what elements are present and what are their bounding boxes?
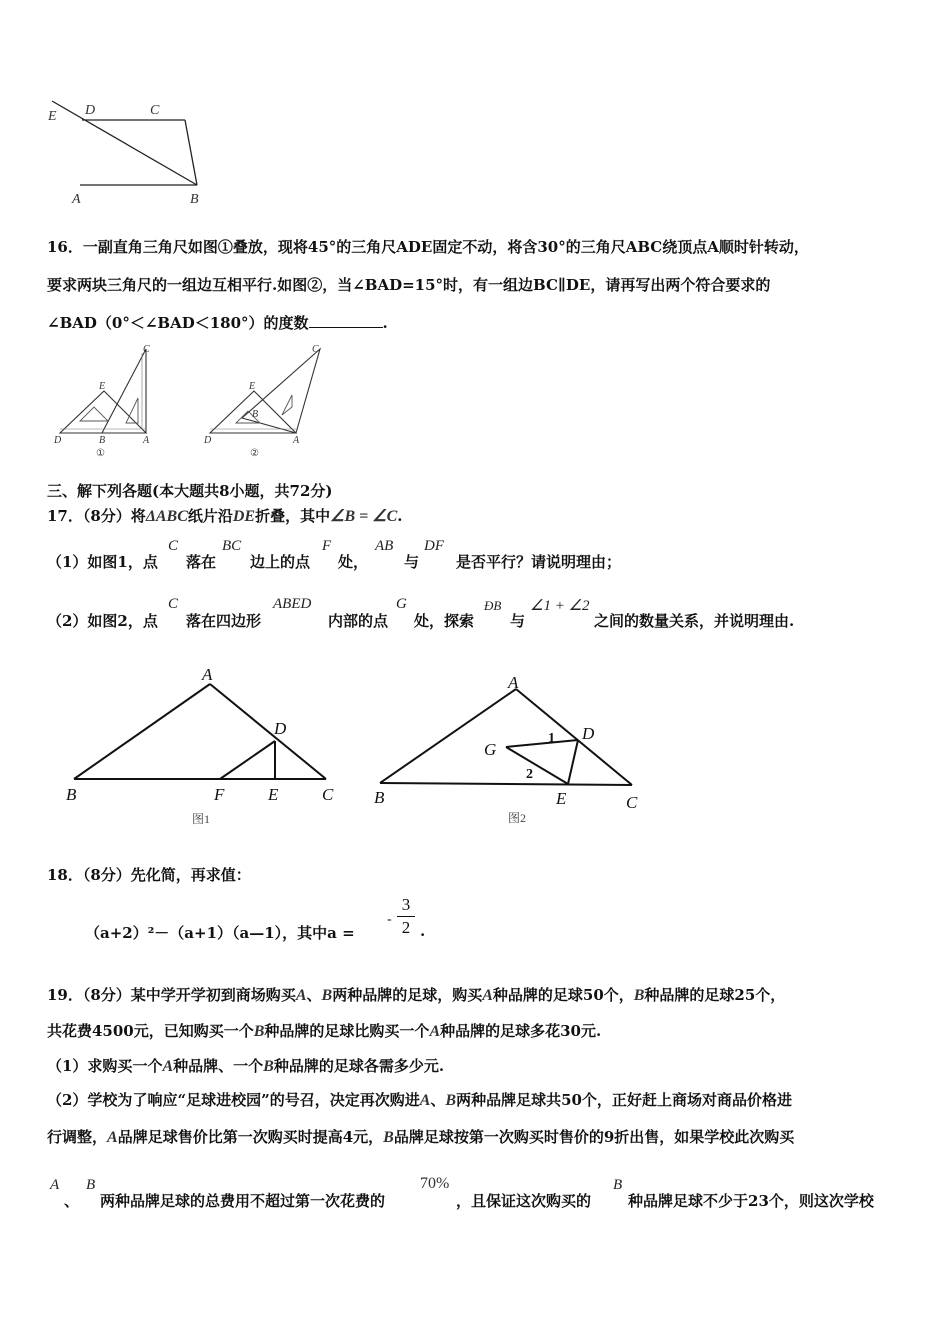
math-b: B	[253, 1023, 265, 1040]
figure-q16-2	[200, 343, 330, 461]
label-C: C	[312, 344, 319, 355]
q16-line3	[47, 312, 388, 333]
q17-p1-d: 处，	[338, 553, 369, 571]
math-b: B	[263, 1058, 274, 1075]
q17-p2-b: 落在四边形	[186, 612, 262, 630]
label-B: B	[190, 192, 199, 207]
math-70-percent: 70%	[420, 1175, 450, 1192]
math-abed: ABED	[273, 596, 312, 612]
q19-l1-e: 种品牌的足球25个，	[644, 986, 786, 1004]
q17-p2-a: （2）如图2，点	[47, 612, 158, 630]
minus-sign: -	[387, 912, 392, 927]
label-D: D	[582, 724, 595, 743]
section-3-heading: 三、解下列各题(本大题共8小题，共72分)	[47, 482, 333, 500]
fraction-denominator: 2	[401, 918, 411, 937]
figure-q17-1	[60, 660, 350, 830]
q19-l1-c: 两种品牌的足球，购买	[332, 986, 483, 1004]
caption-1: ①	[96, 448, 105, 459]
q17-text-c: 折叠，其中	[255, 507, 331, 525]
q19-line4	[47, 1089, 792, 1110]
answer-blank	[309, 313, 383, 328]
q17-text-d: .	[397, 507, 403, 525]
math-b: B	[321, 987, 333, 1004]
q19-l5-a: 行调整，	[47, 1128, 108, 1146]
q19-l4-b: 、	[430, 1091, 446, 1109]
q17-text-a: 17．（8分）将	[47, 507, 146, 525]
fraction-numerator: 3	[401, 895, 411, 914]
label-B: B	[252, 409, 259, 420]
math-b: B	[383, 1129, 394, 1146]
q19-l4-a: （2）学校为了响应“足球进校园”的号召，决定再次购进	[47, 1091, 420, 1109]
label-E: E	[249, 381, 256, 392]
label-E: E	[268, 785, 279, 804]
math-a: A	[419, 1092, 431, 1109]
angle-1: 1	[548, 731, 555, 746]
q19-line2	[47, 1020, 601, 1041]
math-triangle-abc: ΔABC	[145, 508, 188, 525]
q19-l3-a: （1）求购买一个	[47, 1057, 163, 1075]
math-b: B	[86, 1177, 96, 1193]
label-C: C	[143, 344, 150, 355]
q19-l2-b: 种品牌的足球比购买一个	[264, 1022, 430, 1040]
q19-line3	[47, 1055, 444, 1076]
q17-p1-e: 与	[404, 553, 420, 571]
label-C: C	[322, 785, 334, 804]
math-a: A	[162, 1058, 174, 1075]
label-B: B	[66, 785, 77, 804]
q19-line5	[47, 1126, 794, 1147]
figure-q16-1	[50, 343, 160, 461]
label-E: E	[48, 109, 57, 124]
math-a: A	[429, 1023, 441, 1040]
q19-l2-c: 种品牌的足球多花30元.	[440, 1022, 602, 1040]
q19-l3-b: 种品牌、一个	[173, 1057, 264, 1075]
q19-l6-b: 两种品牌足球的总费用不超过第一次花费的	[100, 1192, 386, 1210]
q19-l1-b: 、	[306, 986, 322, 1004]
label-A: A	[72, 192, 81, 207]
figure-q17-2	[370, 670, 650, 830]
math-a: A	[295, 987, 307, 1004]
math-angle-eq: ∠B = ∠C	[330, 508, 398, 525]
q18-stem: 18．（8分）先化简，再求值：	[47, 866, 251, 884]
figure-q15	[40, 95, 220, 210]
q19-l1-d: 种品牌的足球50个，	[492, 986, 634, 1004]
label-F: F	[214, 785, 225, 804]
math-a: A	[107, 1129, 118, 1146]
q19-l6-c: ，且保证这次购买的	[456, 1192, 592, 1210]
q17-p2-c: 内部的点	[328, 612, 389, 630]
label-D: D	[274, 719, 287, 738]
q17-p2-f: 之间的数量关系，并说明理由.	[594, 612, 795, 630]
label-E: E	[556, 789, 567, 808]
math-b: B	[445, 1092, 457, 1109]
math-angle-sum: ∠1 + ∠2	[530, 598, 590, 614]
q17-p1-a: （1）如图1，点	[47, 553, 158, 571]
label-D: D	[54, 435, 62, 446]
q19-l6-d: 种品牌足球不少于23个，则这次学校	[628, 1192, 874, 1210]
label-D: D	[85, 103, 96, 118]
label-A: A	[293, 435, 300, 446]
q17-p1-f: 是否平行？请说明理由；	[456, 553, 622, 571]
math-c: C	[168, 538, 179, 554]
q19-l4-c: 两种品牌足球共50个，正好赶上商场对商品价格进	[456, 1091, 792, 1109]
q19-l5-b: 品牌足球售价比第一次购买时提高4元，	[117, 1128, 384, 1146]
math-g: G	[396, 596, 407, 612]
q17-p1-b: 落在	[186, 553, 217, 571]
label-D: D	[204, 435, 212, 446]
q18-end: .	[420, 922, 426, 940]
math-b: B	[633, 987, 645, 1004]
q16-line1: 16．一副直角三角尺如图①叠放，现将45°的三角尺ADE固定不动，将含30°的三角尺ABC绕顶点A顺时针转动，	[47, 238, 809, 256]
label-E: E	[99, 381, 106, 392]
label-B: B	[99, 435, 106, 446]
math-f: F	[322, 538, 332, 554]
label-A: A	[143, 435, 150, 446]
label-A: A	[508, 673, 519, 692]
q19-l6-a: 、	[64, 1192, 80, 1210]
math-a: A	[50, 1177, 60, 1193]
math-angle-b: ÐB	[484, 598, 502, 613]
q19-l1-a: 19．（8分）某中学开学初到商场购买	[47, 986, 296, 1004]
q17-text-b: 纸片沿	[187, 507, 233, 525]
q19-l2-a: 共花费4500元，已知购买一个	[47, 1022, 254, 1040]
q17-stem	[47, 505, 403, 526]
math-bc: BC	[222, 538, 242, 554]
math-ab: AB	[375, 538, 394, 554]
math-c: C	[168, 596, 179, 612]
q19-l5-c: 品牌足球按第一次购买时售价的9折出售，如果学校此次购买	[393, 1128, 795, 1146]
q17-p2-e: 与	[510, 612, 526, 630]
q17-p2-d: 处，探索	[414, 612, 475, 630]
q18-expression: （a+2）²－（a+1）（a—1），其中a =	[85, 924, 355, 942]
label-B: B	[374, 788, 385, 807]
caption-fig1: 图1	[192, 812, 211, 826]
math-df: DF	[424, 538, 444, 554]
q19-l3-c: 种品牌的足球各需多少元.	[273, 1057, 445, 1075]
label-G: G	[484, 740, 497, 759]
caption-2: ②	[250, 448, 259, 459]
math-a: A	[482, 987, 493, 1004]
q17-p1-c: 边上的点	[250, 553, 311, 571]
q16-line3-text: ∠BAD（0°＜∠BAD＜180°）的度数	[47, 314, 309, 332]
q16-line3-end: .	[382, 314, 388, 332]
label-C: C	[626, 793, 638, 812]
caption-fig2: 图2	[508, 811, 527, 825]
q19-line1	[47, 984, 785, 1005]
q16-line2: 要求两块三角尺的一组边互相平行.如图②，当∠BAD=15°时，有一组边BC∥DE，请再写出两个符合要求的	[47, 276, 771, 294]
fraction	[397, 895, 415, 938]
math-b: B	[613, 1177, 623, 1193]
label-A: A	[202, 665, 213, 684]
label-C: C	[150, 103, 160, 118]
math-de: DE	[232, 508, 256, 525]
angle-2: 2	[526, 767, 533, 782]
fraction-bar	[397, 916, 415, 917]
